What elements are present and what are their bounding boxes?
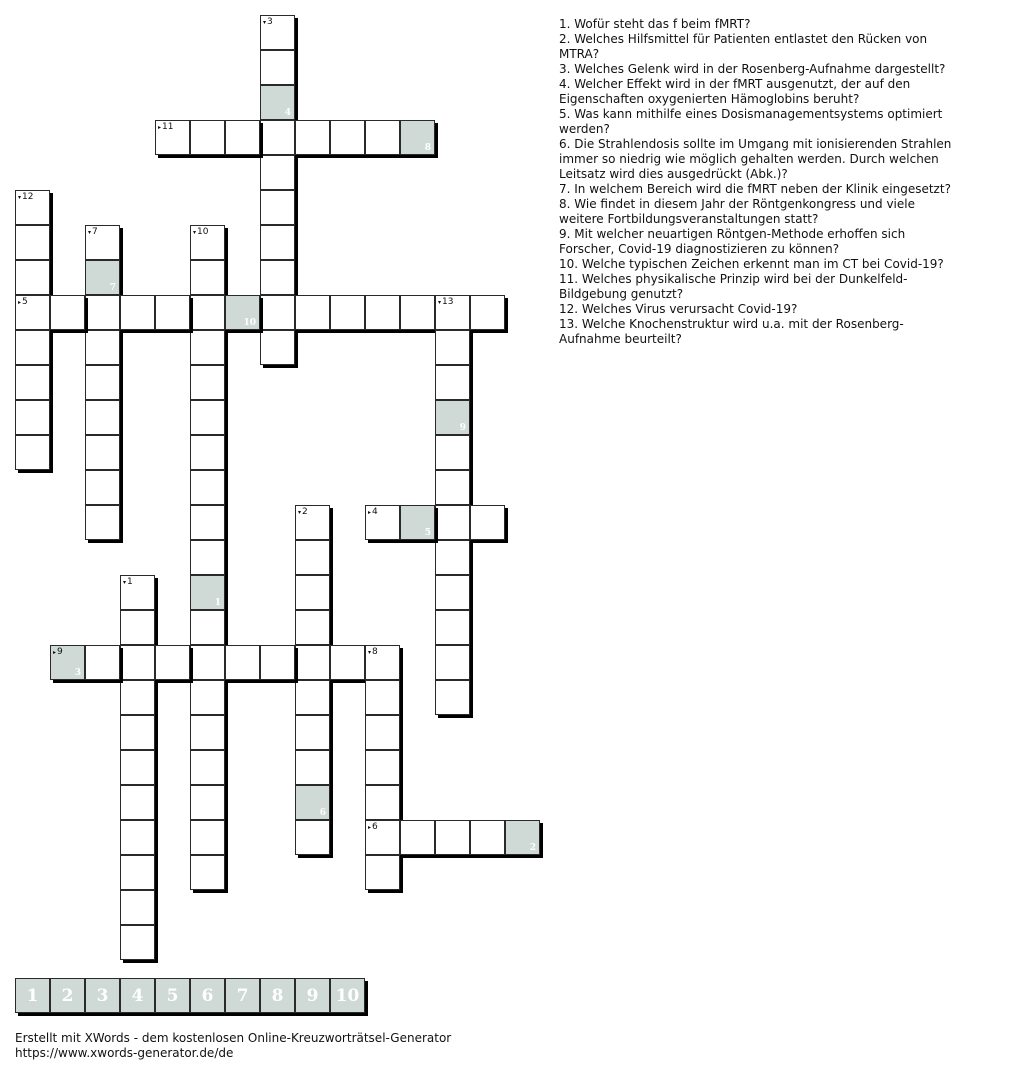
grid-cell[interactable] bbox=[225, 120, 260, 155]
solution-box-6[interactable]: 6 bbox=[190, 978, 225, 1013]
grid-cell[interactable] bbox=[295, 120, 330, 155]
clue-8: 8. Wie findet in diesem Jahr der Röntgenkongress und viele weitere Fortbildungsveranstaltungen statt? bbox=[559, 197, 915, 226]
clue-number: 11 bbox=[162, 122, 174, 132]
arrow-down-icon: ▾ bbox=[88, 229, 92, 236]
solution-index: 9 bbox=[459, 423, 466, 433]
grid-cell[interactable] bbox=[365, 785, 400, 820]
solution-index: 1 bbox=[214, 598, 221, 608]
grid-cell[interactable] bbox=[190, 855, 225, 890]
grid-cell[interactable] bbox=[365, 505, 400, 540]
grid-cell[interactable] bbox=[85, 435, 120, 470]
grid-cell[interactable] bbox=[435, 330, 470, 365]
grid-cell[interactable] bbox=[155, 120, 190, 155]
arrow-down-icon: ▾ bbox=[123, 579, 127, 586]
grid-cell[interactable] bbox=[365, 645, 400, 680]
grid-cell[interactable] bbox=[190, 225, 225, 260]
footer-url[interactable]: https://www.xwords-generator.de/de bbox=[15, 1046, 234, 1060]
grid-cell[interactable] bbox=[470, 295, 505, 330]
solution-index: 8 bbox=[424, 143, 431, 153]
solution-index: 5 bbox=[424, 528, 431, 538]
clue-number: 2 bbox=[302, 507, 308, 517]
grid-cell[interactable] bbox=[190, 330, 225, 365]
grid-cell[interactable] bbox=[190, 260, 225, 295]
grid-cell[interactable] bbox=[330, 295, 365, 330]
grid-cell[interactable] bbox=[470, 820, 505, 855]
grid-cell[interactable] bbox=[260, 155, 295, 190]
grid-cell[interactable] bbox=[260, 190, 295, 225]
grid-cell[interactable] bbox=[190, 295, 225, 330]
solution-box-9[interactable]: 9 bbox=[295, 978, 330, 1013]
clue-6: 6. Die Strahlendosis sollte im Umgang mit ionisierenden Strahlen immer so niedrig wie möglich gehalten werden. Durch welchen Leitsatz wird dies ausgedrückt (Abk.)? bbox=[559, 137, 952, 181]
arrow-right-icon: ▸ bbox=[158, 124, 162, 131]
clue-2: 2. Welches Hilfsmittel für Patienten entlastet den Rücken von MTRA? bbox=[559, 32, 928, 61]
clue-number-label bbox=[368, 647, 378, 658]
grid-cell[interactable] bbox=[15, 190, 50, 225]
grid-cell[interactable] bbox=[190, 610, 225, 645]
grid-cell[interactable] bbox=[190, 715, 225, 750]
clue-number-label bbox=[88, 227, 98, 238]
clue-number: 4 bbox=[372, 507, 378, 517]
grid-cell[interactable] bbox=[365, 680, 400, 715]
clue-number: 6 bbox=[372, 822, 378, 832]
grid-cell[interactable] bbox=[155, 645, 190, 680]
clue-number: 10 bbox=[197, 227, 209, 237]
grid-cell[interactable] bbox=[435, 575, 470, 610]
grid-cell[interactable] bbox=[120, 925, 155, 960]
grid-cell[interactable] bbox=[365, 855, 400, 890]
grid-cell[interactable] bbox=[15, 225, 50, 260]
solution-box-10[interactable]: 10 bbox=[330, 978, 365, 1013]
grid-cell[interactable] bbox=[295, 715, 330, 750]
grid-cell[interactable] bbox=[365, 820, 400, 855]
solution-box-1[interactable]: 1 bbox=[15, 978, 50, 1013]
clue-10: 10. Welche typischen Zeichen erkennt man im CT bei Covid-19? bbox=[559, 257, 944, 271]
grid-cell[interactable] bbox=[470, 505, 505, 540]
grid-cell[interactable] bbox=[365, 295, 400, 330]
solution-box-8[interactable]: 8 bbox=[260, 978, 295, 1013]
grid-cell[interactable] bbox=[120, 295, 155, 330]
grid-cell[interactable] bbox=[295, 750, 330, 785]
grid-cell[interactable] bbox=[260, 645, 295, 680]
grid-cell[interactable] bbox=[85, 505, 120, 540]
clue-number: 9 bbox=[57, 647, 63, 657]
grid-cell[interactable] bbox=[120, 715, 155, 750]
clue-number: 12 bbox=[22, 192, 34, 202]
grid-cell[interactable] bbox=[15, 260, 50, 295]
grid-cell[interactable] bbox=[435, 610, 470, 645]
grid-cell[interactable] bbox=[435, 680, 470, 715]
grid-cell[interactable] bbox=[120, 855, 155, 890]
grid-cell[interactable] bbox=[85, 470, 120, 505]
grid-cell[interactable] bbox=[190, 470, 225, 505]
grid-cell[interactable] bbox=[15, 435, 50, 470]
grid-cell[interactable] bbox=[190, 645, 225, 680]
solution-box-3[interactable]: 3 bbox=[85, 978, 120, 1013]
grid-cell[interactable] bbox=[120, 890, 155, 925]
solution-cell[interactable] bbox=[190, 575, 225, 610]
grid-cell[interactable] bbox=[400, 295, 435, 330]
solution-index: 4 bbox=[284, 108, 291, 118]
arrow-right-icon: ▸ bbox=[53, 649, 57, 656]
grid-cell[interactable] bbox=[190, 365, 225, 400]
clue-number: 1 bbox=[127, 577, 133, 587]
grid-cell[interactable] bbox=[295, 610, 330, 645]
grid-cell[interactable] bbox=[85, 400, 120, 435]
clue-number-label bbox=[193, 227, 208, 238]
arrow-down-icon: ▾ bbox=[368, 649, 372, 656]
clue-number-label bbox=[438, 297, 453, 308]
clue-number-label bbox=[263, 17, 273, 28]
solution-cell[interactable] bbox=[225, 295, 260, 330]
clue-number-label bbox=[18, 297, 28, 308]
grid-cell[interactable] bbox=[190, 785, 225, 820]
grid-cell[interactable] bbox=[435, 505, 470, 540]
grid-cell[interactable] bbox=[330, 120, 365, 155]
arrow-down-icon: ▾ bbox=[263, 19, 267, 26]
solution-cell[interactable] bbox=[505, 820, 540, 855]
clue-number-label bbox=[53, 647, 63, 658]
grid-cell[interactable] bbox=[295, 645, 330, 680]
solution-box-7[interactable]: 7 bbox=[225, 978, 260, 1013]
solution-cell[interactable] bbox=[295, 785, 330, 820]
grid-cell[interactable] bbox=[295, 575, 330, 610]
grid-cell[interactable] bbox=[435, 540, 470, 575]
arrow-right-icon: ▸ bbox=[368, 509, 372, 516]
grid-cell[interactable] bbox=[365, 120, 400, 155]
solution-box-4[interactable]: 4 bbox=[120, 978, 155, 1013]
grid-cell[interactable] bbox=[85, 295, 120, 330]
grid-cell[interactable] bbox=[50, 295, 85, 330]
grid-cell[interactable] bbox=[120, 680, 155, 715]
grid-cell[interactable] bbox=[260, 295, 295, 330]
arrow-right-icon: ▸ bbox=[18, 299, 22, 306]
solution-cell[interactable] bbox=[85, 260, 120, 295]
clue-7: 7. In welchem Bereich wird die fMRT neben der Klinik eingesetzt? bbox=[559, 182, 951, 196]
grid-cell[interactable] bbox=[435, 470, 470, 505]
clue-12: 12. Welches Virus verursacht Covid-19? bbox=[559, 302, 798, 316]
grid-cell[interactable] bbox=[120, 820, 155, 855]
grid-cell[interactable] bbox=[120, 645, 155, 680]
arrow-down-icon: ▾ bbox=[193, 229, 197, 236]
grid-cell[interactable] bbox=[225, 645, 260, 680]
arrow-down-icon: ▾ bbox=[438, 299, 442, 306]
grid-cell[interactable] bbox=[295, 680, 330, 715]
solution-box-2[interactable]: 2 bbox=[50, 978, 85, 1013]
grid-cell[interactable] bbox=[260, 225, 295, 260]
grid-cell[interactable] bbox=[365, 715, 400, 750]
clue-list bbox=[559, 17, 959, 347]
arrow-right-icon: ▸ bbox=[368, 824, 372, 831]
solution-cell[interactable] bbox=[50, 645, 85, 680]
grid-cell[interactable] bbox=[120, 610, 155, 645]
grid-cell[interactable] bbox=[190, 820, 225, 855]
clue-number-label bbox=[123, 577, 133, 588]
clue-4: 4. Welcher Effekt wird in der fMRT ausgenutzt, der auf den Eigenschaften oxygenierten Hämoglobins beruht? bbox=[559, 77, 911, 106]
grid-cell[interactable] bbox=[120, 785, 155, 820]
grid-cell[interactable] bbox=[260, 260, 295, 295]
grid-cell[interactable] bbox=[15, 400, 50, 435]
grid-cell[interactable] bbox=[435, 295, 470, 330]
grid-cell[interactable] bbox=[295, 295, 330, 330]
clue-number-label bbox=[158, 122, 173, 133]
grid-cell[interactable] bbox=[190, 435, 225, 470]
grid-cell[interactable] bbox=[85, 225, 120, 260]
grid-cell[interactable] bbox=[295, 505, 330, 540]
grid-cell[interactable] bbox=[15, 330, 50, 365]
arrow-down-icon: ▾ bbox=[298, 509, 302, 516]
grid-cell[interactable] bbox=[435, 365, 470, 400]
grid-cell[interactable] bbox=[330, 645, 365, 680]
solution-box-5[interactable]: 5 bbox=[155, 978, 190, 1013]
clue-number: 13 bbox=[442, 297, 454, 307]
solution-index: 2 bbox=[529, 843, 536, 853]
grid-cell[interactable] bbox=[295, 540, 330, 575]
grid-cell[interactable] bbox=[400, 820, 435, 855]
grid-cell[interactable] bbox=[15, 365, 50, 400]
clue-number: 7 bbox=[92, 227, 98, 237]
solution-cell[interactable] bbox=[400, 505, 435, 540]
solution-cell[interactable] bbox=[400, 120, 435, 155]
grid-cell[interactable] bbox=[260, 330, 295, 365]
grid-cell[interactable] bbox=[365, 750, 400, 785]
grid-cell[interactable] bbox=[190, 400, 225, 435]
grid-cell[interactable] bbox=[190, 680, 225, 715]
grid-cell[interactable] bbox=[85, 645, 120, 680]
clue-3: 3. Welches Gelenk wird in der Rosenberg-Aufnahme dargestellt? bbox=[559, 62, 946, 76]
grid-cell[interactable] bbox=[295, 820, 330, 855]
clue-13: 13. Welche Knochenstruktur wird u.a. mit der Rosenberg-Aufnahme beurteilt? bbox=[559, 317, 904, 346]
footer bbox=[15, 1031, 451, 1061]
clue-number-label bbox=[298, 507, 308, 518]
clue-number: 3 bbox=[267, 17, 273, 27]
grid-cell[interactable] bbox=[435, 435, 470, 470]
grid-cell[interactable] bbox=[260, 120, 295, 155]
clue-9: 9. Mit welcher neuartigen Röntgen-Methode erhoffen sich Forscher, Covid-19 diagnostizieren zu können? bbox=[559, 227, 906, 256]
grid-cell[interactable] bbox=[260, 50, 295, 85]
solution-index: 6 bbox=[319, 808, 326, 818]
clue-number-label bbox=[368, 507, 378, 518]
clue-5: 5. Was kann mithilfe eines Dosismanagementsystems optimiert werden? bbox=[559, 107, 943, 136]
clue-number-label bbox=[18, 192, 33, 203]
grid-cell[interactable] bbox=[85, 365, 120, 400]
grid-cell[interactable] bbox=[260, 15, 295, 50]
arrow-down-icon: ▾ bbox=[18, 194, 22, 201]
solution-index: 10 bbox=[243, 318, 256, 328]
clue-number: 5 bbox=[22, 297, 28, 307]
grid-cell[interactable] bbox=[435, 645, 470, 680]
grid-cell[interactable] bbox=[190, 540, 225, 575]
grid-cell[interactable] bbox=[120, 750, 155, 785]
solution-index: 3 bbox=[74, 668, 81, 678]
grid-cell[interactable] bbox=[435, 820, 470, 855]
grid-cell[interactable] bbox=[190, 505, 225, 540]
clue-11: 11. Welches physikalische Prinzip wird bei der Dunkelfeld-Bildgebung genutzt? bbox=[559, 272, 908, 301]
grid-cell[interactable] bbox=[120, 575, 155, 610]
grid-cell[interactable] bbox=[190, 750, 225, 785]
solution-index: 7 bbox=[109, 283, 116, 293]
grid-cell[interactable] bbox=[15, 295, 50, 330]
solution-cell[interactable] bbox=[435, 400, 470, 435]
solution-word-row bbox=[15, 978, 365, 1013]
clue-1: 1. Wofür steht das f beim fMRT? bbox=[559, 17, 751, 31]
grid-cell[interactable] bbox=[155, 295, 190, 330]
footer-credit: Erstellt mit XWords - dem kostenlosen Online-Kreuzworträtsel-Generator bbox=[15, 1031, 452, 1045]
grid-cell[interactable] bbox=[85, 330, 120, 365]
clue-number-label bbox=[368, 822, 378, 833]
solution-cell[interactable] bbox=[260, 85, 295, 120]
clue-number: 8 bbox=[372, 647, 378, 657]
grid-cell[interactable] bbox=[190, 120, 225, 155]
